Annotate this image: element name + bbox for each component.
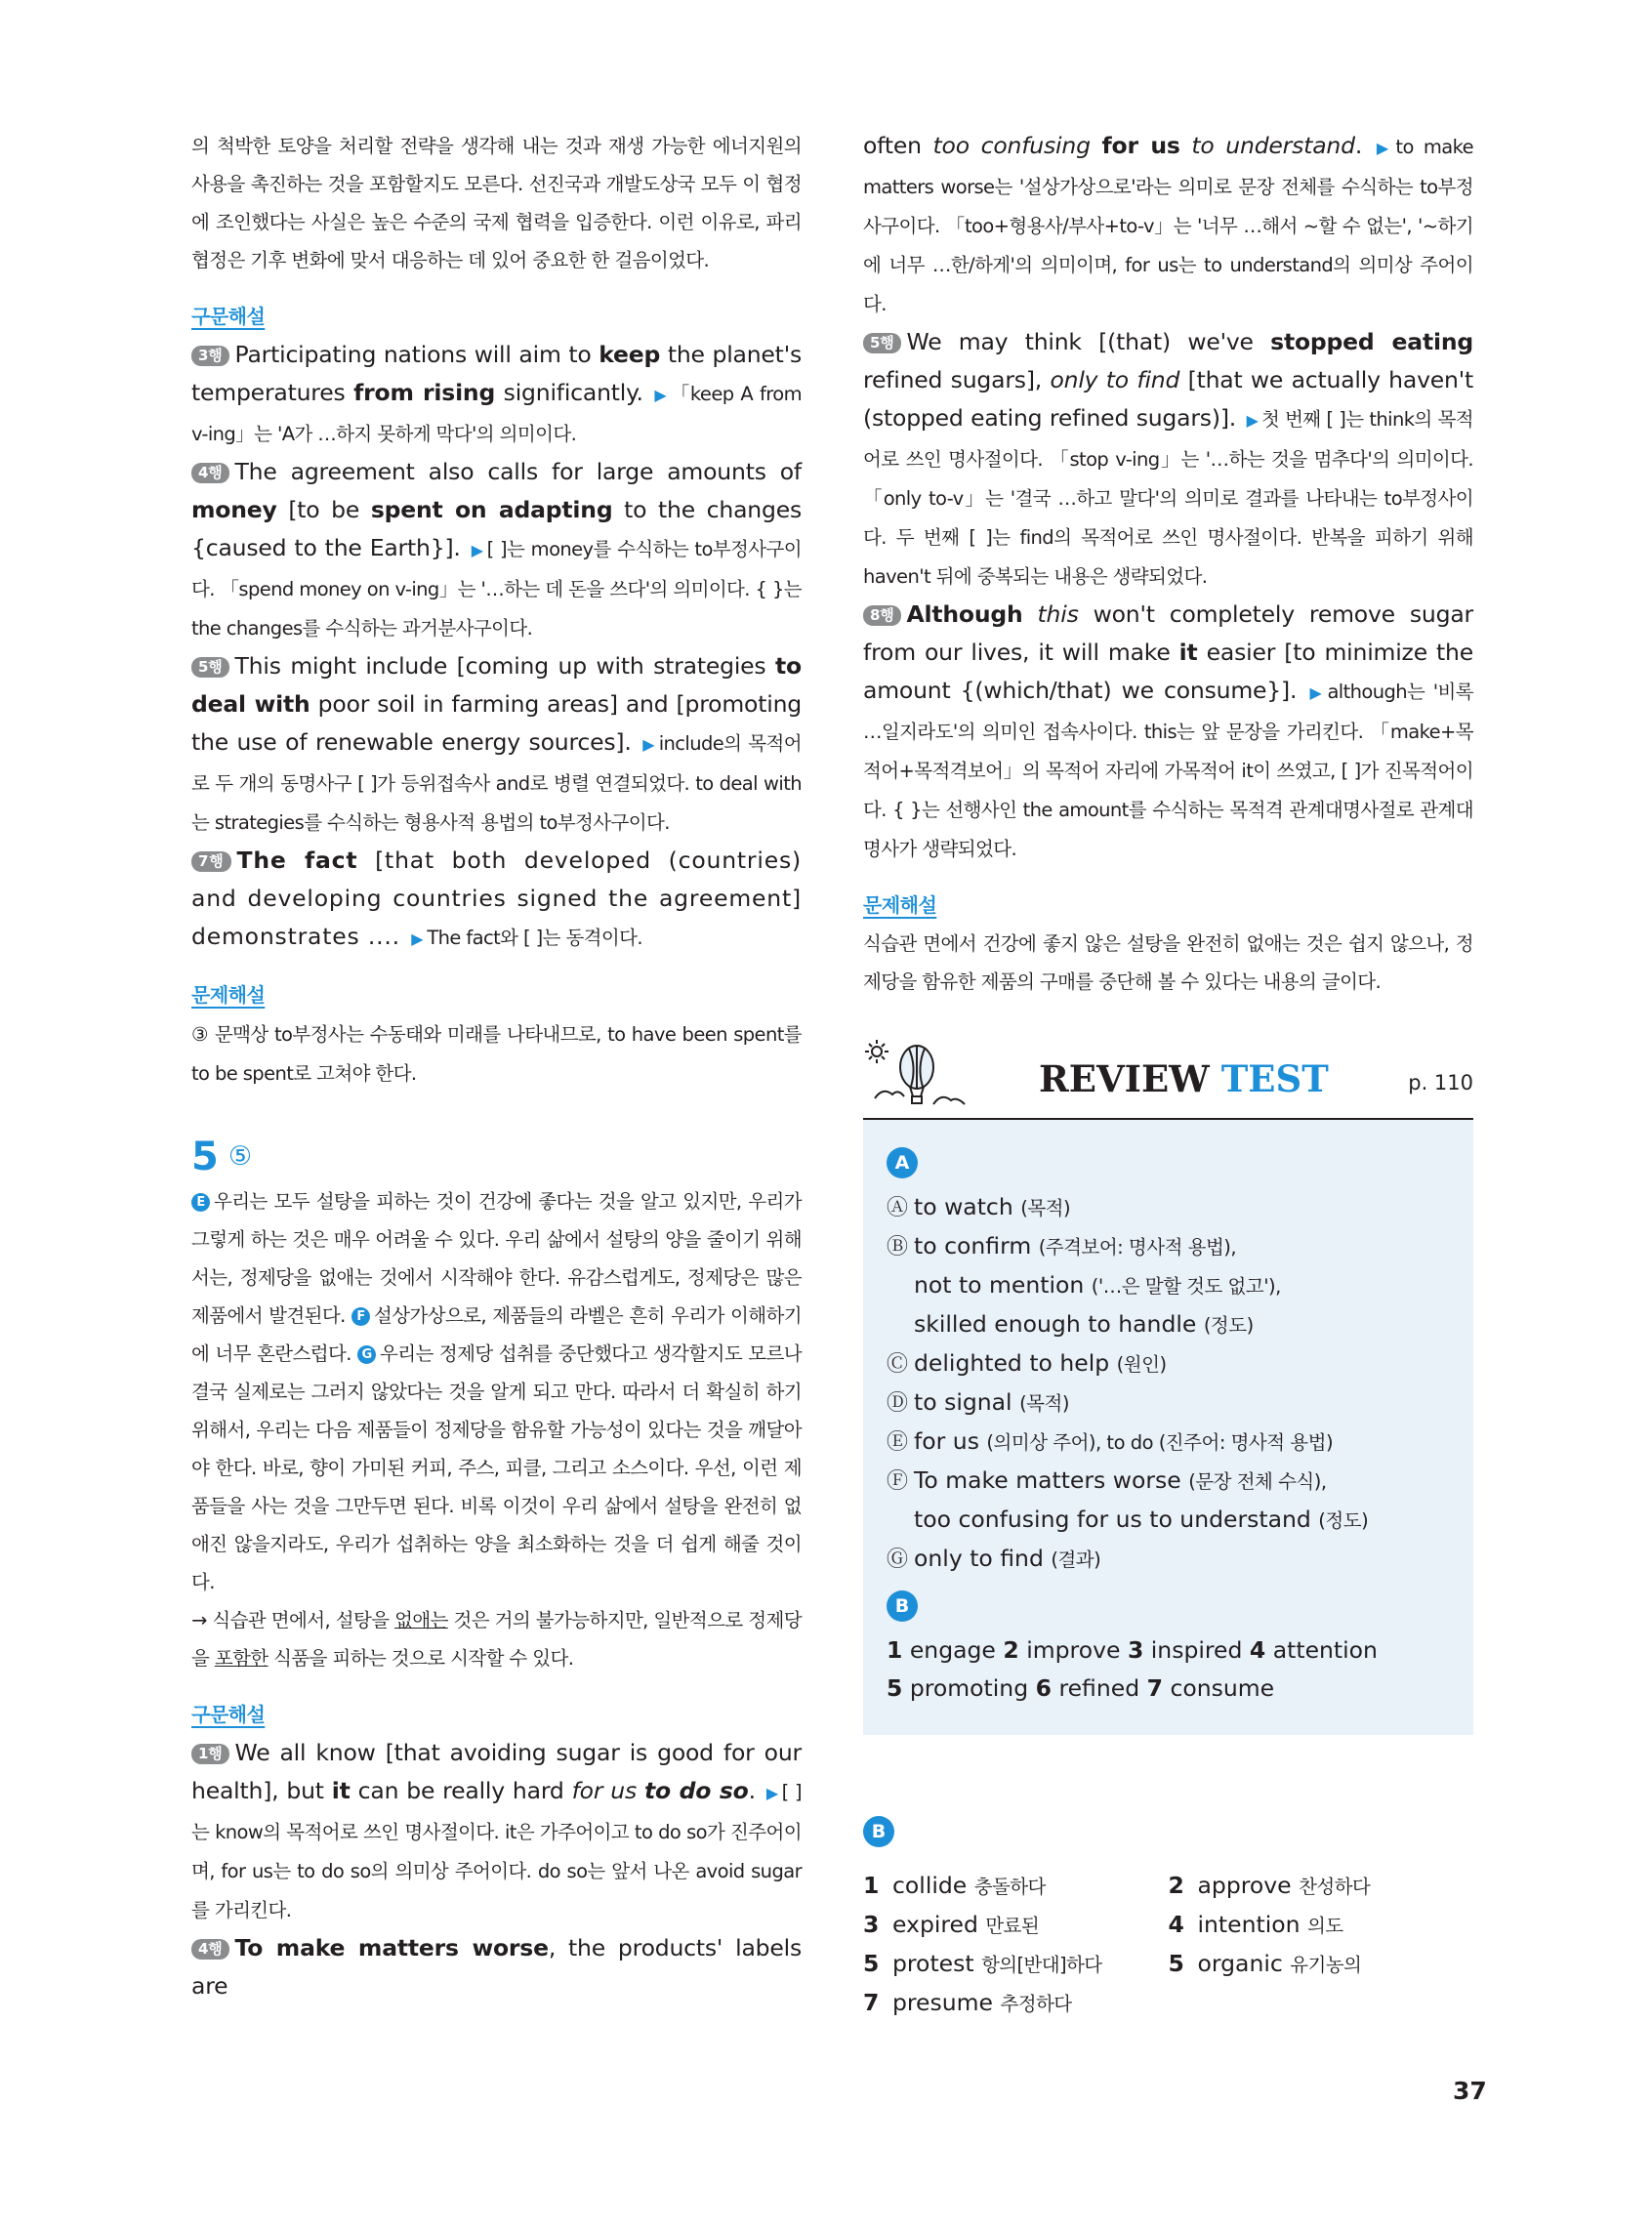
summary: → 식습관 면에서, 설탕을 없애는 것은 거의 불가능하지만, 일반적으로 정제당을 포함한 식품을 피하는 것으로 시작할 수 있다. <box>191 1609 802 1670</box>
vocab-item: 7 presume 추정하다 <box>863 1989 1072 2016</box>
review-a-item: Ⓔ for us (의미상 주어), to do (진주어: 명사적 용법) <box>887 1427 1334 1455</box>
review-test-title: REVIEW TEST <box>1039 1057 1329 1100</box>
problem-explanation-right: 식습관 면에서 건강에 좋지 않은 설탕을 완전히 없애는 것은 쉽지 않으나, 정제당을 함유한 제품의 구매를 중단해 볼 수 있다는 내용의 글이다. <box>863 932 1473 993</box>
left-column <box>191 127 802 2005</box>
vocab-list <box>863 1867 1473 2023</box>
section-b-answers <box>887 1631 1463 1708</box>
review-test-header <box>863 1030 1473 1121</box>
section-b-marker: B <box>887 1590 918 1622</box>
triangle-icon: ▶ <box>411 929 425 948</box>
line-badge: 3행 <box>191 346 229 366</box>
vocab-item: 1 collide 충돌하다 <box>863 1872 1046 1899</box>
page-number: 37 <box>1453 2077 1487 2105</box>
section-a-list <box>887 1188 1463 1579</box>
marker-g: G <box>357 1345 376 1364</box>
vocab-row <box>863 1984 1473 2023</box>
review-a-item: Ⓓ to signal (목적) <box>887 1388 1069 1416</box>
line-badge: 4행 <box>191 1939 229 1960</box>
vocab-section <box>863 1816 1473 2023</box>
problem-explanation: ③ 문맥상 to부정사는 수동태와 미래를 나타내므로, to have been spent를 to be spent로 고쳐야 한다. <box>191 1023 802 1085</box>
review-a-item: Ⓒ delighted to help (원인) <box>887 1349 1167 1377</box>
review-answer-box <box>863 1120 1473 1735</box>
vocab-item: 5 protest 항의[반대]하다 <box>863 1950 1102 1977</box>
review-a-item: Ⓑ to confirm (주격보어: 명사적 용법), <box>887 1232 1237 1259</box>
intro-translation: 의 척박한 토양을 처리할 전략을 생각해 내는 것과 재생 가능한 에너지원의 사용을 촉진하는 것을 포함할지도 모른다. 선진국과 개발도상국 모두 이 협정에 조인했다는 사실은 높은 수준의 국제 협력을 입증한다. 이런 이유로, 파리협정은 기후 변화에 맞서 대응하는 데 있어 중요한 한 걸음이었다. <box>191 135 802 271</box>
vocab-item: 5 organic 유기농의 <box>1168 1950 1362 1977</box>
question-answer: ⑤ <box>227 1141 253 1172</box>
problem-heading: 문제해설 <box>191 983 266 1007</box>
review-a-item: not to mention ('…은 말할 것도 없고'), <box>914 1271 1281 1299</box>
line-badge: 5행 <box>191 657 229 678</box>
review-a-item: skilled enough to handle (정도) <box>914 1310 1254 1338</box>
review-a-item: too confusing for us to understand (정도) <box>914 1506 1369 1533</box>
syntax-heading-2: 구문해설 <box>191 1703 266 1726</box>
syntax-line4-cont: often too confusing for us to understand. ▶ to make matters worse는 '설상가상으로'라는 의미로 문장 전체를 수식하는 to부정사구이다. 「too+형용사/부사+to-v」는 '너무 …해서 ~할 수 없는', '~하기에 너무 …한/하게'의 의미이며, for us는 to understand의 의미상 주어이다. <box>863 132 1473 315</box>
question-number: 5 ⑤ <box>191 1135 253 1179</box>
line-badge: 1행 <box>191 1744 229 1764</box>
vocab-row <box>863 1867 1473 1906</box>
balloon-icon <box>863 1030 990 1113</box>
vocab-item: 3 expired 만료된 <box>863 1911 1040 1938</box>
triangle-icon: ▶ <box>642 735 656 754</box>
page-reference: p. 110 <box>1408 1071 1473 1094</box>
vocab-row <box>863 1906 1473 1945</box>
marker-e: E <box>191 1193 210 1212</box>
triangle-icon: ▶ <box>1246 411 1259 430</box>
triangle-icon: ▶ <box>654 386 668 404</box>
review-b-line: 1 engage 2 improve 3 inspired 4 attention <box>887 1636 1378 1664</box>
marker-f: F <box>351 1307 370 1326</box>
syntax-heading: 구문해설 <box>191 305 266 328</box>
line-badge: 7행 <box>191 851 231 872</box>
syntax-line7: 7행 The fact [that both developed (countries) and developing countries signed the agreement] demonstrates .... ▶ The fact와 [ ]는 동격이다. <box>191 846 802 950</box>
line-badge: 8행 <box>863 605 901 626</box>
line-badge: 4행 <box>191 463 229 483</box>
section-b2-marker: B <box>863 1816 894 1847</box>
syntax-line8: 8행 Although this won't completely remove sugar from our lives, it will make it easier [to minimize the amount {(which/that) we consume}]. ▶ although는 '비록 …일지라도'의 의미인 접속사이다. this는 앞 문장을 가리킨다. 「make+목적어+목적격보어」의 목적어 자리에 가목적어 it이 쓰였고, [ ]가 진목적어이다. { }는 선행사인 the amount를 수식하는 목적격 관계대명사절로 관계대명사가 생략되었다. <box>863 600 1473 860</box>
triangle-icon: ▶ <box>1376 139 1393 157</box>
syntax-line1: 1행 We all know [that avoiding sugar is good for our health], but it can be really hard for us to do so. ▶ [ ]는 know의 목적어로 쓰인 명사절이다. it은 가주어이고 to do so가 진주어이며, for us는 to do so의 의미상 주어이다. do so는 앞서 나온 avoid sugar를 가리킨다. <box>191 1739 802 1921</box>
line-badge: 5행 <box>863 333 901 353</box>
right-column <box>863 127 1473 1001</box>
syntax-line3: 3행 Participating nations will aim to keep the planet's temperatures from rising significantly. ▶ 「keep A from v-ing」는 'A가 …하지 못하게 막다'의 의미이다. <box>191 341 803 445</box>
syntax-line4: 4행 The agreement also calls for large amounts of money [to be spent on adapting to the changes {caused to the Earth}]. ▶ [ ]는 money를 수식하는 to부정사구이다. 「spend money on v-ing」는 '…하는 데 돈을 쓰다'의 의미이다. { }는 the changes를 수식하는 과거분사구이다. <box>191 458 802 640</box>
review-a-item: Ⓖ only to find (결과) <box>887 1545 1101 1572</box>
review-a-item: Ⓕ To make matters worse (문장 전체 수식), <box>887 1466 1327 1494</box>
triangle-icon: ▶ <box>1309 683 1325 702</box>
syntax-line5: 5행 This might include [coming up with strategies to deal with poor soil in farming areas] and [promoting the use of renewable energy sources]. ▶ include의 목적어로 두 개의 동명사구 [ ]가 등위접속사 and로 병렬 연결되었다. to deal with는 strategies를 수식하는 형용사적 용법의 to부정사구이다. <box>191 652 803 834</box>
section-a-marker: A <box>887 1147 918 1178</box>
triangle-icon: ▶ <box>471 541 484 559</box>
passage-translation: E 우리는 모두 설탕을 피하는 것이 건강에 좋다는 것을 알고 있지만, 우리가 그렇게 하는 것은 매우 어려울 수 있다. 우리 삶에서 설탕의 양을 줄이기 위해서는, 정제당을 없애는 것에서 시작해야 한다. 유감스럽게도, 정제당은 많은 제품에서 발견된다. F 설상가상으로, 제품들의 라벨은 흔히 우리가 이해하기에 너무 혼란스럽다. G 우리는 정제당 섭취를 중단했다고 생각할지도 모르나 결국 실제로는 그러지 않았다는 것을 알게 되고 만다. 따라서 더 확실히 하기 위해서, 우리는 다음 제품들이 정제당을 함유할 가능성이 있다는 것을 깨달아야 한다. 바로, 향이 가미된 커피, 주스, 피클, 그리고 소스이다. 우선, 이런 제품들을 사는 것을 그만두면 된다. 비록 이것이 우리 삶에서 설탕을 완전히 없애진 않을지라도, 우리가 섭취하는 양을 최소화하는 것을 더 쉽게 해줄 것이다. <box>191 1190 802 1593</box>
review-a-item: Ⓐ to watch (목적) <box>887 1193 1071 1220</box>
vocab-item: 2 approve 찬성하다 <box>1168 1872 1371 1899</box>
review-b-line: 5 promoting 6 refined 7 consume <box>887 1674 1275 1702</box>
triangle-icon: ▶ <box>765 1784 779 1802</box>
syntax-line5-right: 5행 We may think [(that) we've stopped eating refined sugars], only to find [that we actually haven't (stopped eating refined sugars)]. ▶ 첫 번째 [ ]는 think의 목적어로 쓰인 명사절이다. 「stop v-ing」는 '…하는 것을 멈추다'의 의미이다. 「only to-v」는 '결국 …하고 말다'의 의미로 결과를 나타내는 to부정사이다. 두 번째 [ ]는 find의 목적어로 쓰인 명사절이다. 반복을 피하기 위해 haven't 뒤에 중복되는 내용은 생략되었다. <box>863 328 1474 588</box>
vocab-item: 4 intention 의도 <box>1168 1911 1343 1938</box>
vocab-row <box>863 1945 1473 1984</box>
syntax-line4b: 4행 To make matters worse, the products' labels are <box>191 1934 802 2000</box>
problem-heading-right: 문제해설 <box>863 893 937 917</box>
